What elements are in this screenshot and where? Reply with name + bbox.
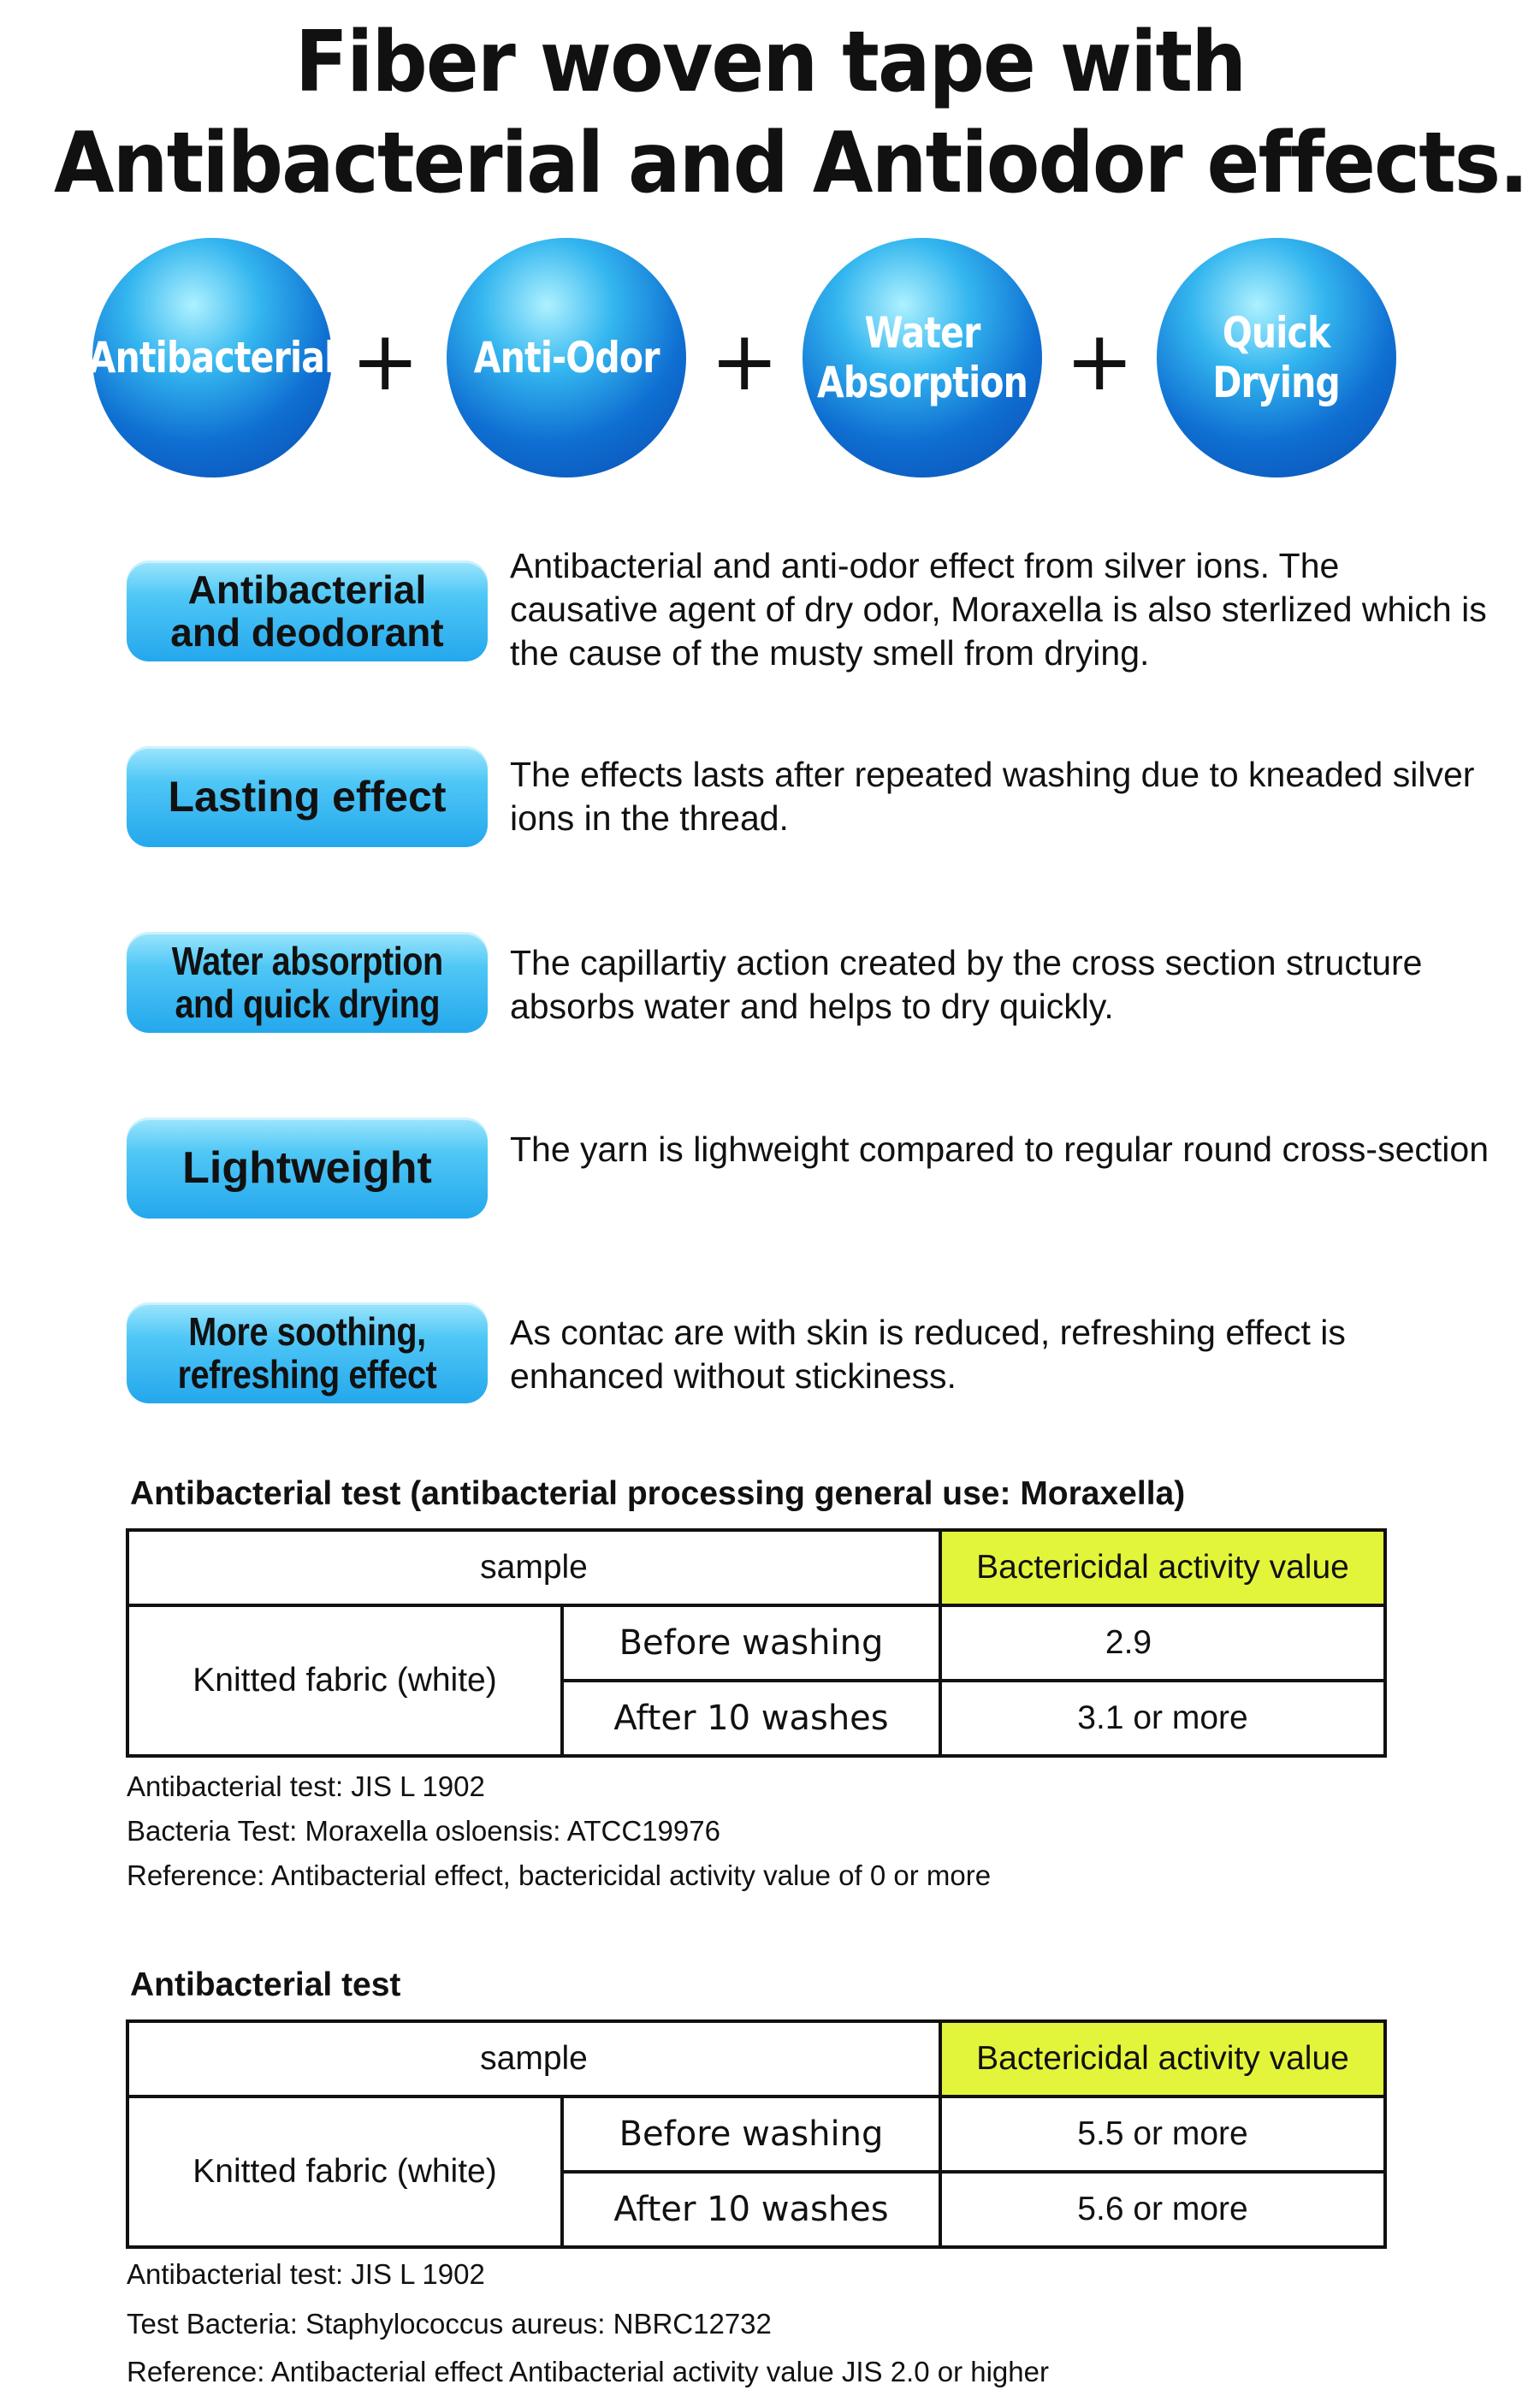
test1-table — [126, 1528, 1387, 1758]
effect-circle-quick-drying — [1157, 238, 1396, 477]
header-bactericidal-value: Bactericidal activity value — [940, 2021, 1385, 2096]
effect-label: Anti-Odor — [473, 333, 660, 383]
effect-circle-antibacterial — [88, 238, 336, 477]
sample-name: Knitted fabric (white) — [127, 2096, 562, 2247]
feature-description: Antibacterial and anti-odor effect from silver ions. The causative agent of dry odor, Moraxella is also sterlized which is the cause of the musty smell from drying. — [510, 546, 1487, 673]
feature-description: As contac are with skin is reduced, refreshing effect is enhanced without stickiness. — [510, 1313, 1346, 1396]
condition-cell: Before washing — [562, 1605, 940, 1681]
table-row — [127, 2096, 1385, 2172]
title-line-2: Antibacterial and Antiodor effects. — [54, 115, 1528, 212]
plus-icon: + — [710, 313, 779, 409]
feature-label-antibacterial-deodorant — [127, 560, 488, 661]
feature-label-text: More soothing, refreshing effect — [177, 1309, 437, 1397]
condition-cell: After 10 washes — [562, 2172, 940, 2247]
feature-label-text: Lightweight — [182, 1143, 432, 1193]
table-row — [127, 1530, 1385, 1605]
test2-note: Antibacterial test: JIS L 1902 — [127, 2258, 485, 2290]
title-line-1: Fiber woven tape with — [294, 14, 1246, 111]
feature-label-text: Water absorption and quick drying — [171, 939, 443, 1026]
table-row — [127, 1605, 1385, 1681]
plus-icon: + — [1065, 313, 1134, 409]
test2-table — [126, 2019, 1387, 2249]
condition-cell: After 10 washes — [562, 1681, 940, 1756]
test1-note: Reference: Antibacterial effect, bactericidal activity value of 0 or more — [127, 1859, 992, 1891]
feature-label-text: Lasting effect — [168, 773, 447, 821]
header-sample: sample — [127, 2021, 940, 2096]
plus-icon: + — [351, 313, 420, 409]
header-sample: sample — [127, 1530, 940, 1605]
test2-note: Test Bacteria: Staphylococcus aureus: NBRC12732 — [127, 2308, 772, 2340]
feature-label-soothing-refreshing — [127, 1302, 488, 1403]
effect-label: Water Absorption — [816, 308, 1028, 407]
feature-label-lightweight — [127, 1118, 488, 1219]
effect-circle-anti-odor — [447, 238, 686, 477]
value-cell: 5.6 or more — [940, 2172, 1385, 2247]
value-cell: 3.1 or more — [940, 1681, 1385, 1756]
value-cell: 5.5 or more — [940, 2096, 1385, 2172]
test1-note: Antibacterial test: JIS L 1902 — [127, 1770, 485, 1802]
feature-description: The yarn is lighweight compared to regular round cross-section — [510, 1130, 1489, 1169]
feature-label-water-absorption — [127, 932, 488, 1033]
condition-cell: Before washing — [562, 2096, 940, 2172]
value-cell: 2.9 — [940, 1605, 1385, 1681]
table-row — [127, 2021, 1385, 2096]
test1-heading: Antibacterial test (antibacterial processing general use: Moraxella) — [130, 1475, 1186, 1512]
effect-label: Quick Drying — [1212, 308, 1341, 407]
feature-description: The capillartiy action created by the cross section structure absorbs water and helps to dry quickly. — [510, 943, 1423, 1026]
effect-label: Antibacterial — [88, 333, 336, 383]
page-title — [54, 12, 1528, 214]
header-bactericidal-value: Bactericidal activity value — [940, 1530, 1385, 1605]
test2-heading: Antibacterial test — [130, 1966, 401, 2003]
sample-name: Knitted fabric (white) — [127, 1605, 562, 1756]
feature-description: The effects lasts after repeated washing due to kneaded silver ions in the thread. — [510, 755, 1475, 838]
feature-label-lasting-effect — [127, 746, 488, 847]
test2-note: Reference: Antibacterial effect Antibacterial activity value JIS 2.0 or higher — [127, 2356, 1049, 2387]
effect-circle-water-absorption — [803, 238, 1042, 477]
test1-note: Bacteria Test: Moraxella osloensis: ATCC19976 — [127, 1815, 720, 1847]
feature-label-text: Antibacterial and deodorant — [170, 567, 444, 655]
